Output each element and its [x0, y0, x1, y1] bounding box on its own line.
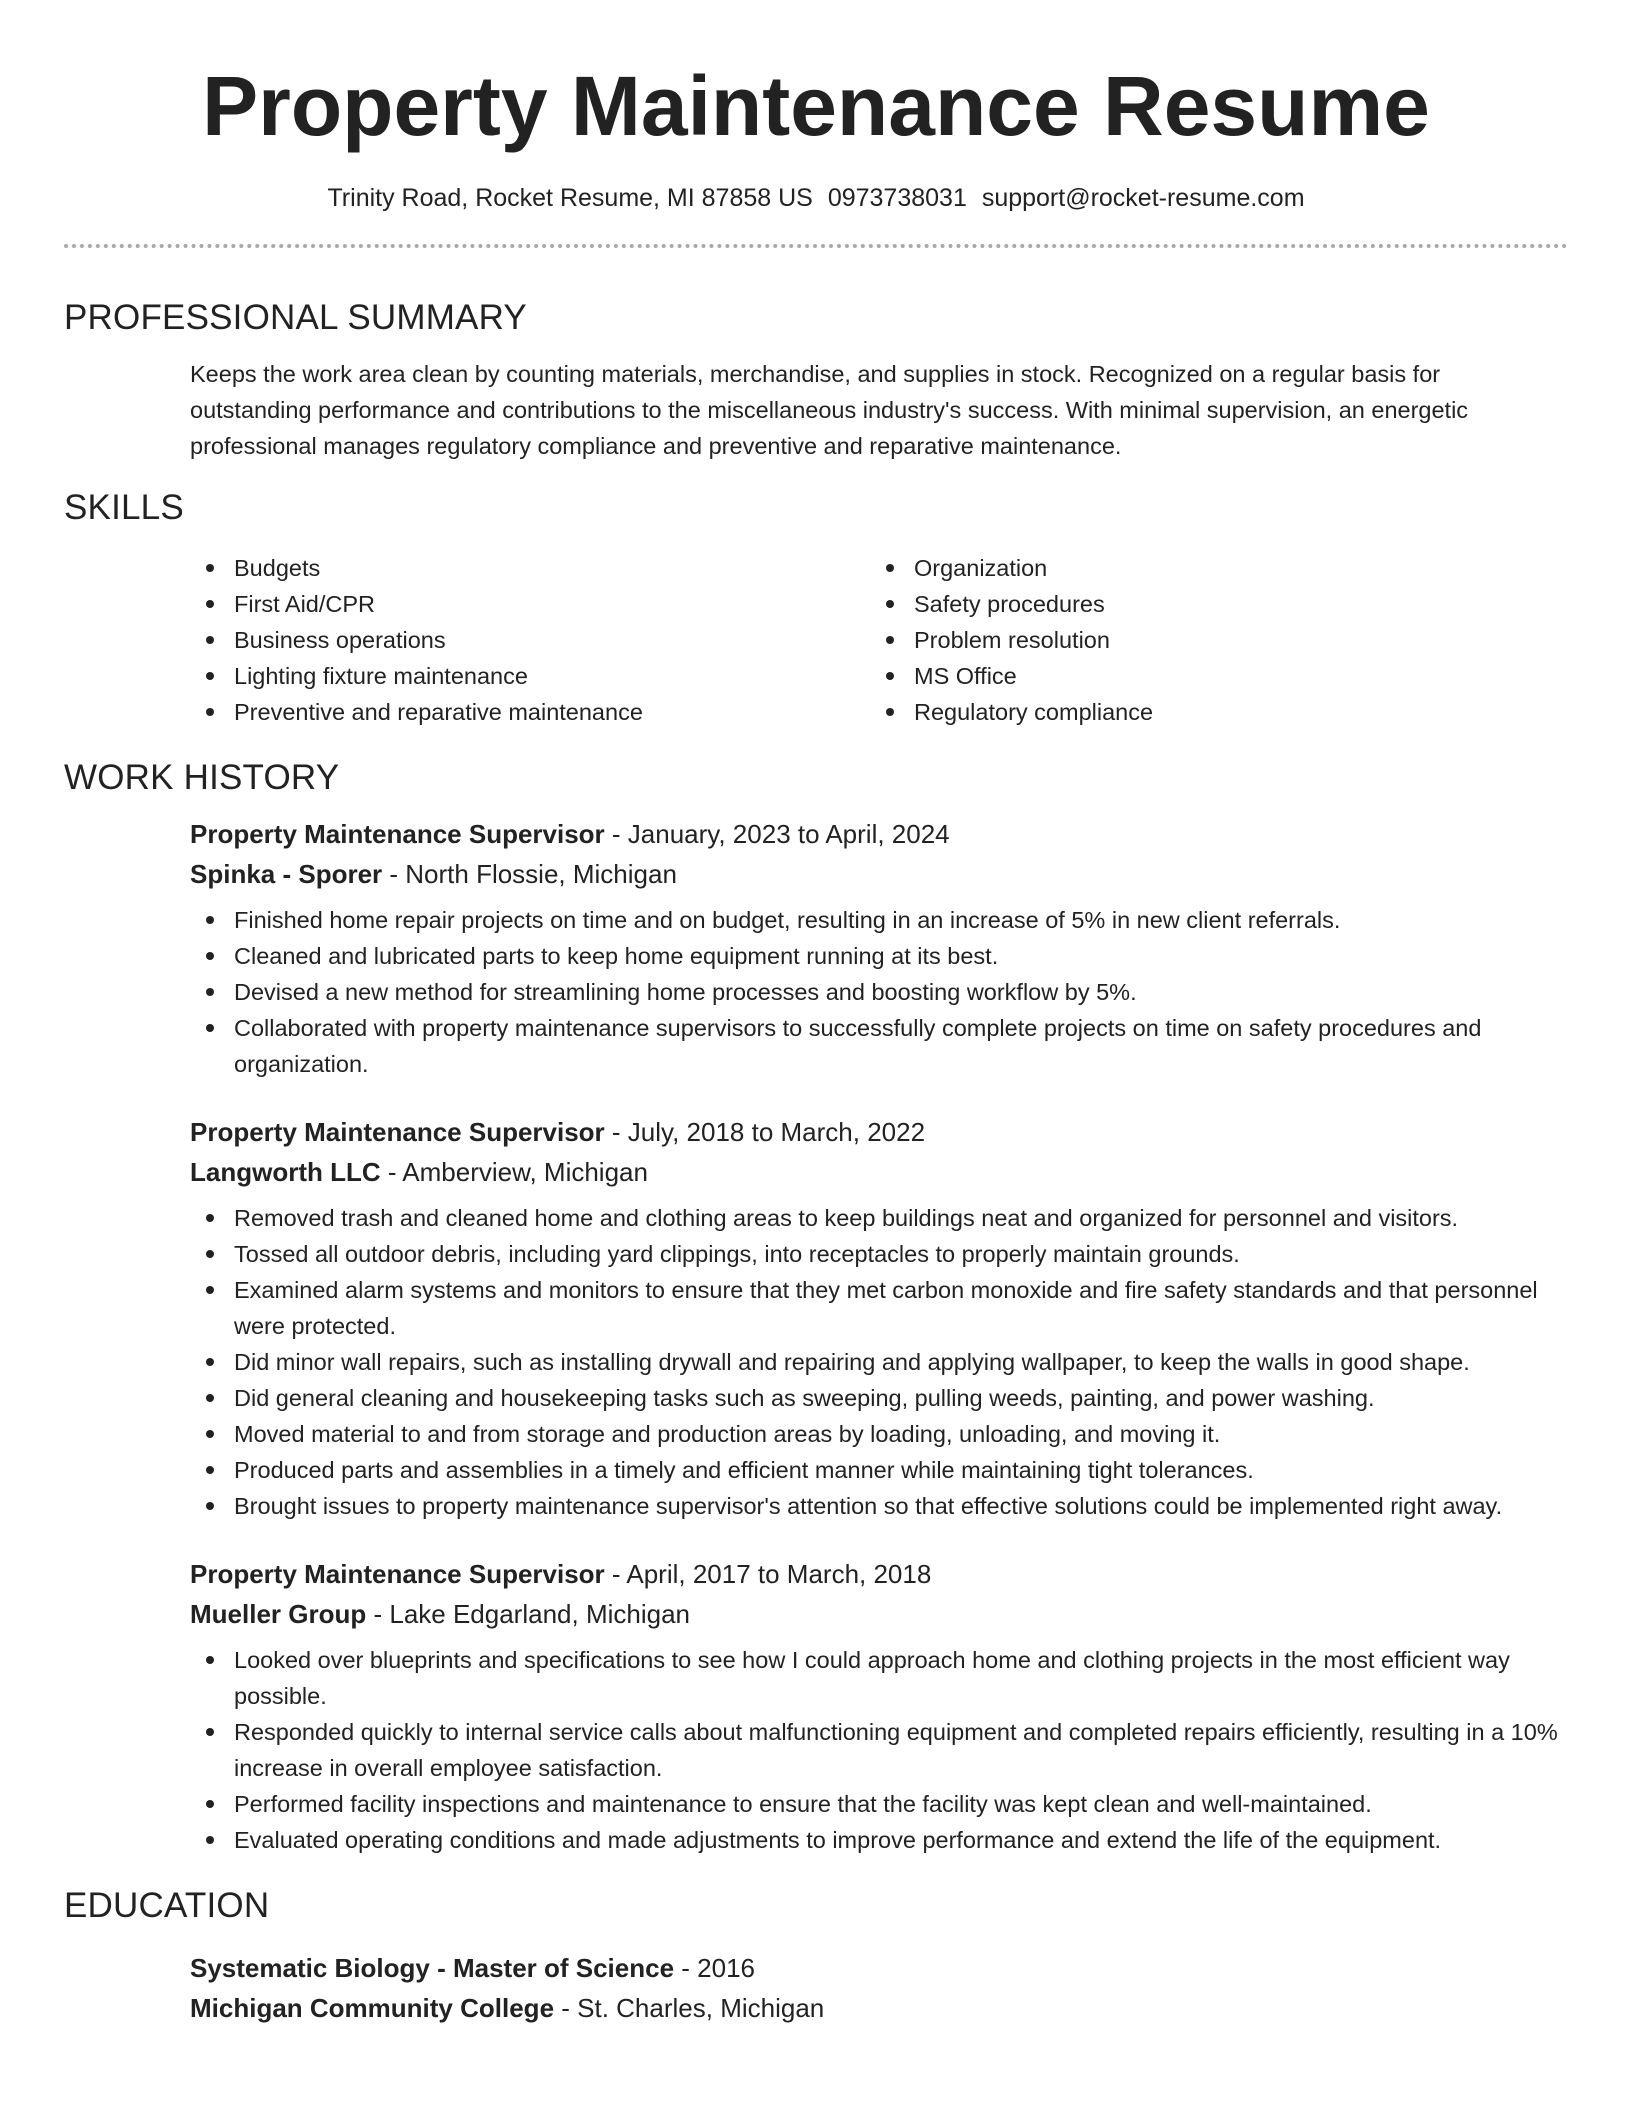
job-dates: - July, 2018 to March, 2022 — [604, 1117, 926, 1147]
job-title-line — [190, 1554, 1568, 1594]
job-dates: - January, 2023 to April, 2024 — [604, 819, 950, 849]
job-bullet: Removed trash and cleaned home and clothing areas to keep buildings neat and organized for personnel and visitors. — [190, 1200, 1568, 1236]
job-company: Spinka - Sporer — [190, 859, 383, 889]
skill-item: Organization — [870, 550, 1153, 586]
education-degree-line — [190, 1948, 1568, 1988]
job-company-line — [190, 1152, 1568, 1192]
education-school: Michigan Community College — [190, 1993, 555, 2023]
skill-item: Lighting fixture maintenance — [190, 658, 870, 694]
skill-item: Safety procedures — [870, 586, 1153, 622]
education-entry — [190, 1948, 1568, 2028]
job-company-line — [190, 1594, 1568, 1634]
job-bullets — [190, 902, 1568, 1082]
job-bullet: Responded quickly to internal service calls about malfunctioning equipment and completed repairs efficiently, resulting in a 10% increase in overall employee satisfaction. — [190, 1714, 1568, 1786]
skills-column-left — [190, 550, 870, 730]
job-entry — [190, 1112, 1568, 1524]
skill-item: Budgets — [190, 550, 870, 586]
job-company: Mueller Group — [190, 1599, 367, 1629]
education-degree: Systematic Biology - Master of Science — [190, 1953, 675, 1983]
job-role: Property Maintenance Supervisor — [190, 819, 605, 849]
skill-item: Problem resolution — [870, 622, 1153, 658]
education-heading: EDUCATION — [64, 1886, 270, 1925]
job-bullet: Cleaned and lubricated parts to keep home equipment running at its best. — [190, 938, 1568, 974]
job-location: - North Flossie, Michigan — [382, 859, 677, 889]
contact-address: Trinity Road, Rocket Resume, MI 87858 US — [327, 184, 813, 212]
job-entry — [190, 1554, 1568, 1858]
job-bullet: Looked over blueprints and specifications to see how I could approach home and clothing projects in the most efficient way possible. — [190, 1642, 1568, 1714]
skills-column-right — [870, 550, 1153, 730]
resume-name: Property Maintenance Resume — [202, 59, 1430, 153]
work-history — [190, 814, 1568, 1858]
education-location: - St. Charles, Michigan — [554, 1993, 825, 2023]
job-bullet: Finished home repair projects on time and on budget, resulting in an increase of 5% in new client referrals. — [190, 902, 1568, 938]
summary-heading: PROFESSIONAL SUMMARY — [64, 298, 527, 337]
job-bullet: Collaborated with property maintenance supervisors to successfully complete projects on time on safety procedures and organization. — [190, 1010, 1568, 1082]
job-bullet: Moved material to and from storage and production areas by loading, unloading, and moving it. — [190, 1416, 1568, 1452]
job-title-line — [190, 1112, 1568, 1152]
job-title-line — [190, 814, 1568, 854]
job-bullet: Produced parts and assemblies in a timely and efficient manner while maintaining tight tolerances. — [190, 1452, 1568, 1488]
job-company-line — [190, 854, 1568, 894]
job-bullet: Brought issues to property maintenance supervisor's attention so that effective solutions could be implemented right away. — [190, 1488, 1568, 1524]
education-school-line — [190, 1988, 1568, 2028]
job-dates: - April, 2017 to March, 2018 — [604, 1559, 932, 1589]
summary-text: Keeps the work area clean by counting materials, merchandise, and supplies in stock. Recognized on a regular basis for outstanding performance and contributions to the miscellaneous industry's success. With minimal supervision, an energetic professional manages regulatory compliance and preventive and reparative maintenance. — [190, 361, 1469, 459]
skill-item: Preventive and reparative maintenance — [190, 694, 870, 730]
contact-line — [0, 182, 1632, 214]
job-bullet: Did minor wall repairs, such as installing drywall and repairing and applying wallpaper, to keep the walls in good shape. — [190, 1344, 1568, 1380]
job-bullet: Did general cleaning and housekeeping tasks such as sweeping, pulling weeds, painting, and power washing. — [190, 1380, 1568, 1416]
job-bullet: Evaluated operating conditions and made adjustments to improve performance and extend the life of the equipment. — [190, 1822, 1568, 1858]
header-divider — [64, 244, 1568, 248]
job-bullet: Performed facility inspections and maintenance to ensure that the facility was kept clean and well-maintained. — [190, 1786, 1568, 1822]
job-role: Property Maintenance Supervisor — [190, 1117, 605, 1147]
skill-item: Regulatory compliance — [870, 694, 1153, 730]
skills-list — [190, 550, 1568, 730]
job-company: Langworth LLC — [190, 1157, 381, 1187]
skill-item: First Aid/CPR — [190, 586, 870, 622]
job-role: Property Maintenance Supervisor — [190, 1559, 605, 1589]
job-location: - Lake Edgarland, Michigan — [366, 1599, 690, 1629]
job-bullet: Examined alarm systems and monitors to ensure that they met carbon monoxide and fire safety standards and that personnel were protected. — [190, 1272, 1568, 1344]
skill-item: Business operations — [190, 622, 870, 658]
education-year: - 2016 — [674, 1953, 755, 1983]
contact-email: support@rocket-resume.com — [981, 184, 1305, 212]
contact-phone: 0973738031 — [827, 184, 967, 212]
skills-heading: SKILLS — [64, 488, 184, 527]
job-bullet: Tossed all outdoor debris, including yard clippings, into receptacles to properly maintain grounds. — [190, 1236, 1568, 1272]
job-location: - Amberview, Michigan — [380, 1157, 648, 1187]
work-history-heading: WORK HISTORY — [64, 758, 340, 797]
job-bullets — [190, 1642, 1568, 1858]
job-bullet: Devised a new method for streamlining home processes and boosting workflow by 5%. — [190, 974, 1568, 1010]
job-bullets — [190, 1200, 1568, 1524]
job-entry — [190, 814, 1568, 1082]
skill-item: MS Office — [870, 658, 1153, 694]
